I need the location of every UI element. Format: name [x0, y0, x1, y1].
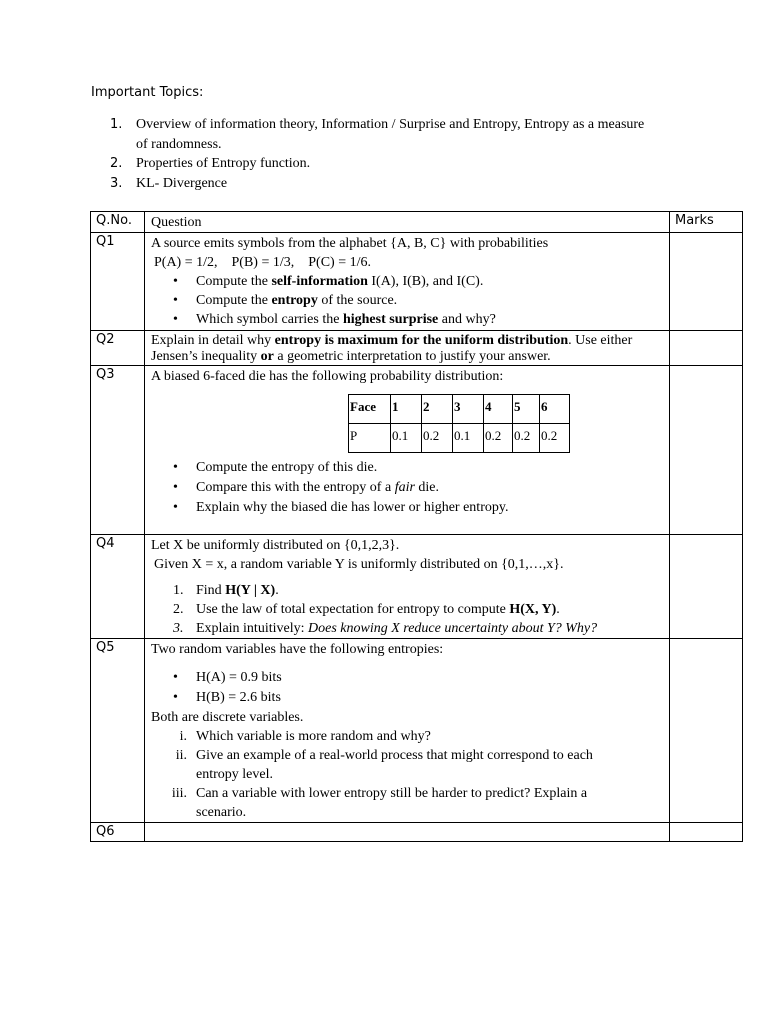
die-cell: Face — [349, 395, 391, 424]
text: Compute the — [196, 274, 272, 289]
bold-text: H(Y | X) — [225, 583, 276, 598]
die-probability-table — [348, 394, 570, 453]
marks-cell — [670, 366, 743, 535]
die-cell: 1 — [391, 395, 422, 424]
item-number: ii. — [175, 748, 187, 763]
text: Explain intuitively: — [196, 621, 308, 636]
q1-bullets — [151, 272, 669, 329]
list-item — [173, 310, 669, 329]
qno-cell: Q5 — [91, 639, 145, 823]
topic-number: 3. — [110, 175, 123, 191]
q3-bullets — [151, 458, 669, 518]
page-title: Important Topics: — [91, 85, 204, 100]
marks-cell — [670, 233, 743, 331]
text: a geometric interpretation to justify your answer. — [273, 349, 551, 364]
qno-cell: Q6 — [91, 823, 145, 842]
die-cell: 6 — [540, 395, 570, 424]
list-item: • Explain why the biased die has lower or higher entropy. — [173, 498, 669, 518]
marks-cell — [670, 823, 743, 842]
q5-note: Both are discrete variables. — [151, 710, 304, 725]
item-number: 1. — [173, 583, 184, 598]
list-item — [173, 291, 669, 310]
text: . — [275, 583, 279, 598]
question-cell — [145, 331, 670, 366]
q4-line2: Given X = x, a random variable Y is uniformly distributed on {0,1,…,x}. — [154, 557, 564, 572]
item-number: 2. — [173, 602, 184, 617]
q4-line1: Let X be uniformly distributed on {0,1,2,3}. — [151, 538, 400, 553]
bold-text: or — [260, 349, 274, 364]
die-cell: 5 — [513, 395, 540, 424]
list-item: • Compute the entropy of this die. — [173, 458, 669, 478]
table-row-q4 — [91, 535, 743, 639]
q1-intro: A source emits symbols from the alphabet {A, B, C} with probabilities — [151, 236, 549, 251]
q5-intro: Two random variables have the following entropies: — [151, 642, 444, 657]
text: and why? — [438, 312, 496, 327]
header-marks: Marks — [670, 212, 743, 233]
text: Explain in detail why — [151, 333, 275, 348]
header-qno: Q.No. — [91, 212, 145, 233]
qno-cell: Q2 — [91, 331, 145, 366]
die-cell: 3 — [453, 395, 484, 424]
list-item — [173, 478, 669, 498]
topic-text: Properties of Entropy function. — [136, 156, 311, 171]
q3-intro: A biased 6-faced die has the following probability distribution: — [151, 369, 504, 384]
italic-text: fair — [394, 480, 415, 495]
item-number: 3. — [173, 621, 184, 636]
topic-number: 2. — [110, 156, 123, 171]
item-number: i. — [179, 729, 187, 744]
q5-roman-list — [151, 727, 669, 822]
question-cell — [145, 639, 670, 823]
text: Give an example of a real-world process that might correspond to each entropy level. — [196, 748, 593, 782]
table-row-q6 — [91, 823, 743, 842]
topic-item — [110, 115, 650, 154]
die-header-row — [349, 395, 570, 424]
bold-text: entropy — [271, 293, 318, 308]
topic-item — [110, 154, 650, 174]
table-row-q2 — [91, 331, 743, 366]
text: Find — [196, 583, 226, 598]
text: Compare this with the entropy of a — [196, 480, 395, 495]
question-cell — [145, 366, 670, 535]
die-cell: 4 — [484, 395, 513, 424]
text: die. — [414, 480, 440, 495]
topic-item — [110, 174, 650, 194]
text: Which variable is more random and why? — [196, 729, 431, 744]
table-row-q3 — [91, 366, 743, 535]
item-number: iii. — [171, 786, 187, 801]
questions-table — [90, 211, 743, 842]
header-question: Question — [145, 212, 670, 233]
bold-text: entropy is maximum for the uniform distribution — [274, 333, 569, 348]
list-item: • H(A) = 0.9 bits — [173, 668, 669, 688]
bold-text: H(X, Y) — [509, 602, 557, 617]
list-item — [151, 727, 629, 746]
qno-cell: Q3 — [91, 366, 145, 535]
text: Which symbol carries the — [196, 312, 343, 327]
die-cell: 0.1 — [453, 424, 484, 453]
topic-number: 1. — [110, 117, 123, 132]
topic-text: KL- Divergence — [136, 175, 228, 191]
marks-cell — [670, 535, 743, 639]
marks-cell — [670, 639, 743, 823]
die-cell: 0.2 — [513, 424, 540, 453]
list-item — [173, 581, 669, 600]
q1-probabilities: P(A) = 1/2, P(B) = 1/3, P(C) = 1/6. — [154, 255, 371, 270]
list-item: • H(B) = 2.6 bits — [173, 688, 669, 708]
table-header-row — [91, 212, 743, 233]
text: . Use either Jensen’s inequality — [151, 333, 633, 364]
list-item — [151, 784, 629, 822]
text: Use the law of total expectation for entropy to compute — [196, 602, 510, 617]
marks-cell — [670, 331, 743, 366]
die-cell: 2 — [422, 395, 453, 424]
die-cell: 0.2 — [484, 424, 513, 453]
bold-text: highest surprise — [342, 312, 439, 327]
q4-numbered-list — [151, 581, 669, 638]
die-cell: 0.1 — [391, 424, 422, 453]
text: Can a variable with lower entropy still be harder to predict? Explain a scenario. — [196, 786, 588, 820]
italic-text: Does knowing X reduce uncertainty about Y? Why? — [308, 621, 598, 636]
table-row-q1 — [91, 233, 743, 331]
list-item — [173, 600, 669, 619]
question-cell — [145, 535, 670, 639]
question-cell — [145, 233, 670, 331]
die-cell: P — [349, 424, 391, 453]
die-cell: 0.2 — [422, 424, 453, 453]
question-cell — [145, 823, 670, 842]
table-row-q5 — [91, 639, 743, 823]
die-probability-row — [349, 424, 570, 453]
list-item — [173, 272, 669, 291]
bold-text: self-information — [271, 274, 368, 289]
text: of the source. — [317, 293, 398, 308]
text: I(A), I(B), and I(C). — [367, 274, 484, 289]
qno-cell: Q4 — [91, 535, 145, 639]
die-cell: 0.2 — [540, 424, 570, 453]
qno-cell: Q1 — [91, 233, 145, 331]
q5-bullets — [151, 668, 669, 708]
topic-text: Overview of information theory, Information / Surprise and Entropy, Entropy as a measure of randomness. — [136, 117, 645, 152]
text: . — [556, 602, 560, 617]
list-item — [151, 746, 629, 784]
topics-list — [110, 115, 650, 193]
text: Compute the — [196, 293, 272, 308]
list-item — [173, 619, 669, 638]
